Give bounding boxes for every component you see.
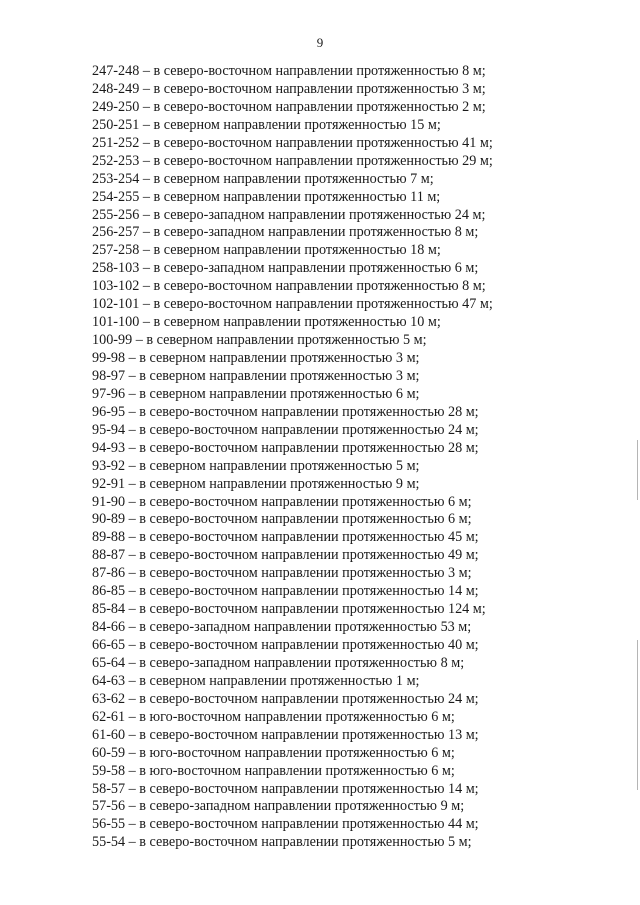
segment-line: 90-89 – в северо-восточном направлении протяженностью 6 м;: [92, 511, 472, 528]
segment-line: 100-99 – в северном направлении протяженностью 5 м;: [92, 332, 427, 349]
segment-line: 89-88 – в северо-восточном направлении протяженностью 45 м;: [92, 529, 479, 546]
segment-line: 249-250 – в северо-восточном направлении протяженностью 2 м;: [92, 98, 486, 115]
segment-line: 60-59 – в юго-восточном направлении протяженностью 6 м;: [92, 744, 455, 761]
segment-line: 97-96 – в северном направлении протяженностью 6 м;: [92, 385, 420, 402]
segment-line: 64-63 – в северном направлении протяженностью 1 м;: [92, 672, 420, 689]
segment-line: 95-94 – в северо-восточном направлении протяженностью 24 м;: [92, 421, 479, 438]
segment-line: 252-253 – в северо-восточном направлении протяженностью 29 м;: [92, 152, 493, 169]
segment-line: 101-100 – в северном направлении протяженностью 10 м;: [92, 314, 441, 331]
segment-line: 256-257 – в северо-западном направлении протяженностью 8 м;: [92, 224, 479, 241]
segment-line: 62-61 – в юго-восточном направлении протяженностью 6 м;: [92, 708, 455, 725]
segment-line: 84-66 – в северо-западном направлении протяженностью 53 м;: [92, 619, 472, 636]
segment-line: 103-102 – в северо-восточном направлении протяженностью 8 м;: [92, 278, 486, 295]
page-number: 9: [316, 35, 324, 50]
segment-line: 66-65 – в северо-восточном направлении протяженностью 40 м;: [92, 637, 479, 653]
segment-line: 61-60 – в северо-восточном направлении протяженностью 13 м;: [92, 726, 479, 743]
scan-edge-mark: [637, 440, 638, 500]
segment-line: 86-85 – в северо-восточном направлении протяженностью 14 м;: [92, 583, 479, 600]
segment-line: 257-258 – в северном направлении протяженностью 18 м;: [92, 242, 441, 259]
segment-line: 65-64 – в северо-западном направлении протяженностью 8 м;: [92, 654, 465, 671]
segment-line: 56-55 – в северо-восточном направлении протяженностью 44 м;: [92, 816, 479, 833]
segment-line: 255-256 – в северо-западном направлении протяженностью 24 м;: [92, 206, 486, 223]
segment-line: 251-252 – в северо-восточном направлении протяженностью 41 м;: [92, 134, 493, 151]
scan-edge-mark: [637, 640, 638, 790]
segment-line: 88-87 – в северо-восточном направлении протяженностью 49 м;: [92, 547, 479, 564]
segment-line: 253-254 – в северном направлении протяженностью 7 м;: [92, 170, 434, 187]
segment-line: 93-92 – в северном направлении протяженностью 5 м;: [92, 457, 420, 474]
segment-line: 58-57 – в северо-восточном направлении протяженностью 14 м;: [92, 780, 479, 797]
segment-line: 98-97 – в северном направлении протяженностью 3 м;: [92, 367, 420, 384]
segment-line: 102-101 – в северо-восточном направлении протяженностью 47 м;: [92, 296, 493, 313]
segment-line: 250-251 – в северном направлении протяженностью 15 м;: [92, 116, 441, 133]
segment-line: 92-91 – в северном направлении протяженностью 9 м;: [92, 475, 420, 492]
segment-line: 85-84 – в северо-восточном направлении протяженностью 124 м;: [92, 601, 486, 618]
segment-line: 96-95 – в северо-восточном направлении протяженностью 28 м;: [92, 403, 479, 420]
segment-line: 248-249 – в северо-восточном направлении протяженностью 3 м;: [92, 80, 486, 97]
segment-line: 59-58 – в юго-восточном направлении протяженностью 6 м;: [92, 762, 455, 779]
segment-line: 258-103 – в северо-западном направлении протяженностью 6 м;: [92, 260, 479, 277]
segment-line: 99-98 – в северном направлении протяженностью 3 м;: [92, 350, 420, 366]
boundary-segment-list: [92, 63, 612, 852]
segment-line: 91-90 – в северо-восточном направлении протяженностью 6 м;: [92, 493, 472, 510]
segment-line: 57-56 – в северо-западном направлении протяженностью 9 м;: [92, 798, 465, 815]
segment-line: 247-248 – в северо-восточном направлении протяженностью 8 м;: [92, 63, 486, 79]
segment-line: 87-86 – в северо-восточном направлении протяженностью 3 м;: [92, 565, 472, 582]
segment-line: 63-62 – в северо-восточном направлении протяженностью 24 м;: [92, 690, 479, 707]
segment-line: 55-54 – в северо-восточном направлении протяженностью 5 м;: [92, 834, 472, 851]
segment-line: 254-255 – в северном направлении протяженностью 11 м;: [92, 188, 441, 205]
segment-line: 94-93 – в северо-восточном направлении протяженностью 28 м;: [92, 439, 479, 456]
